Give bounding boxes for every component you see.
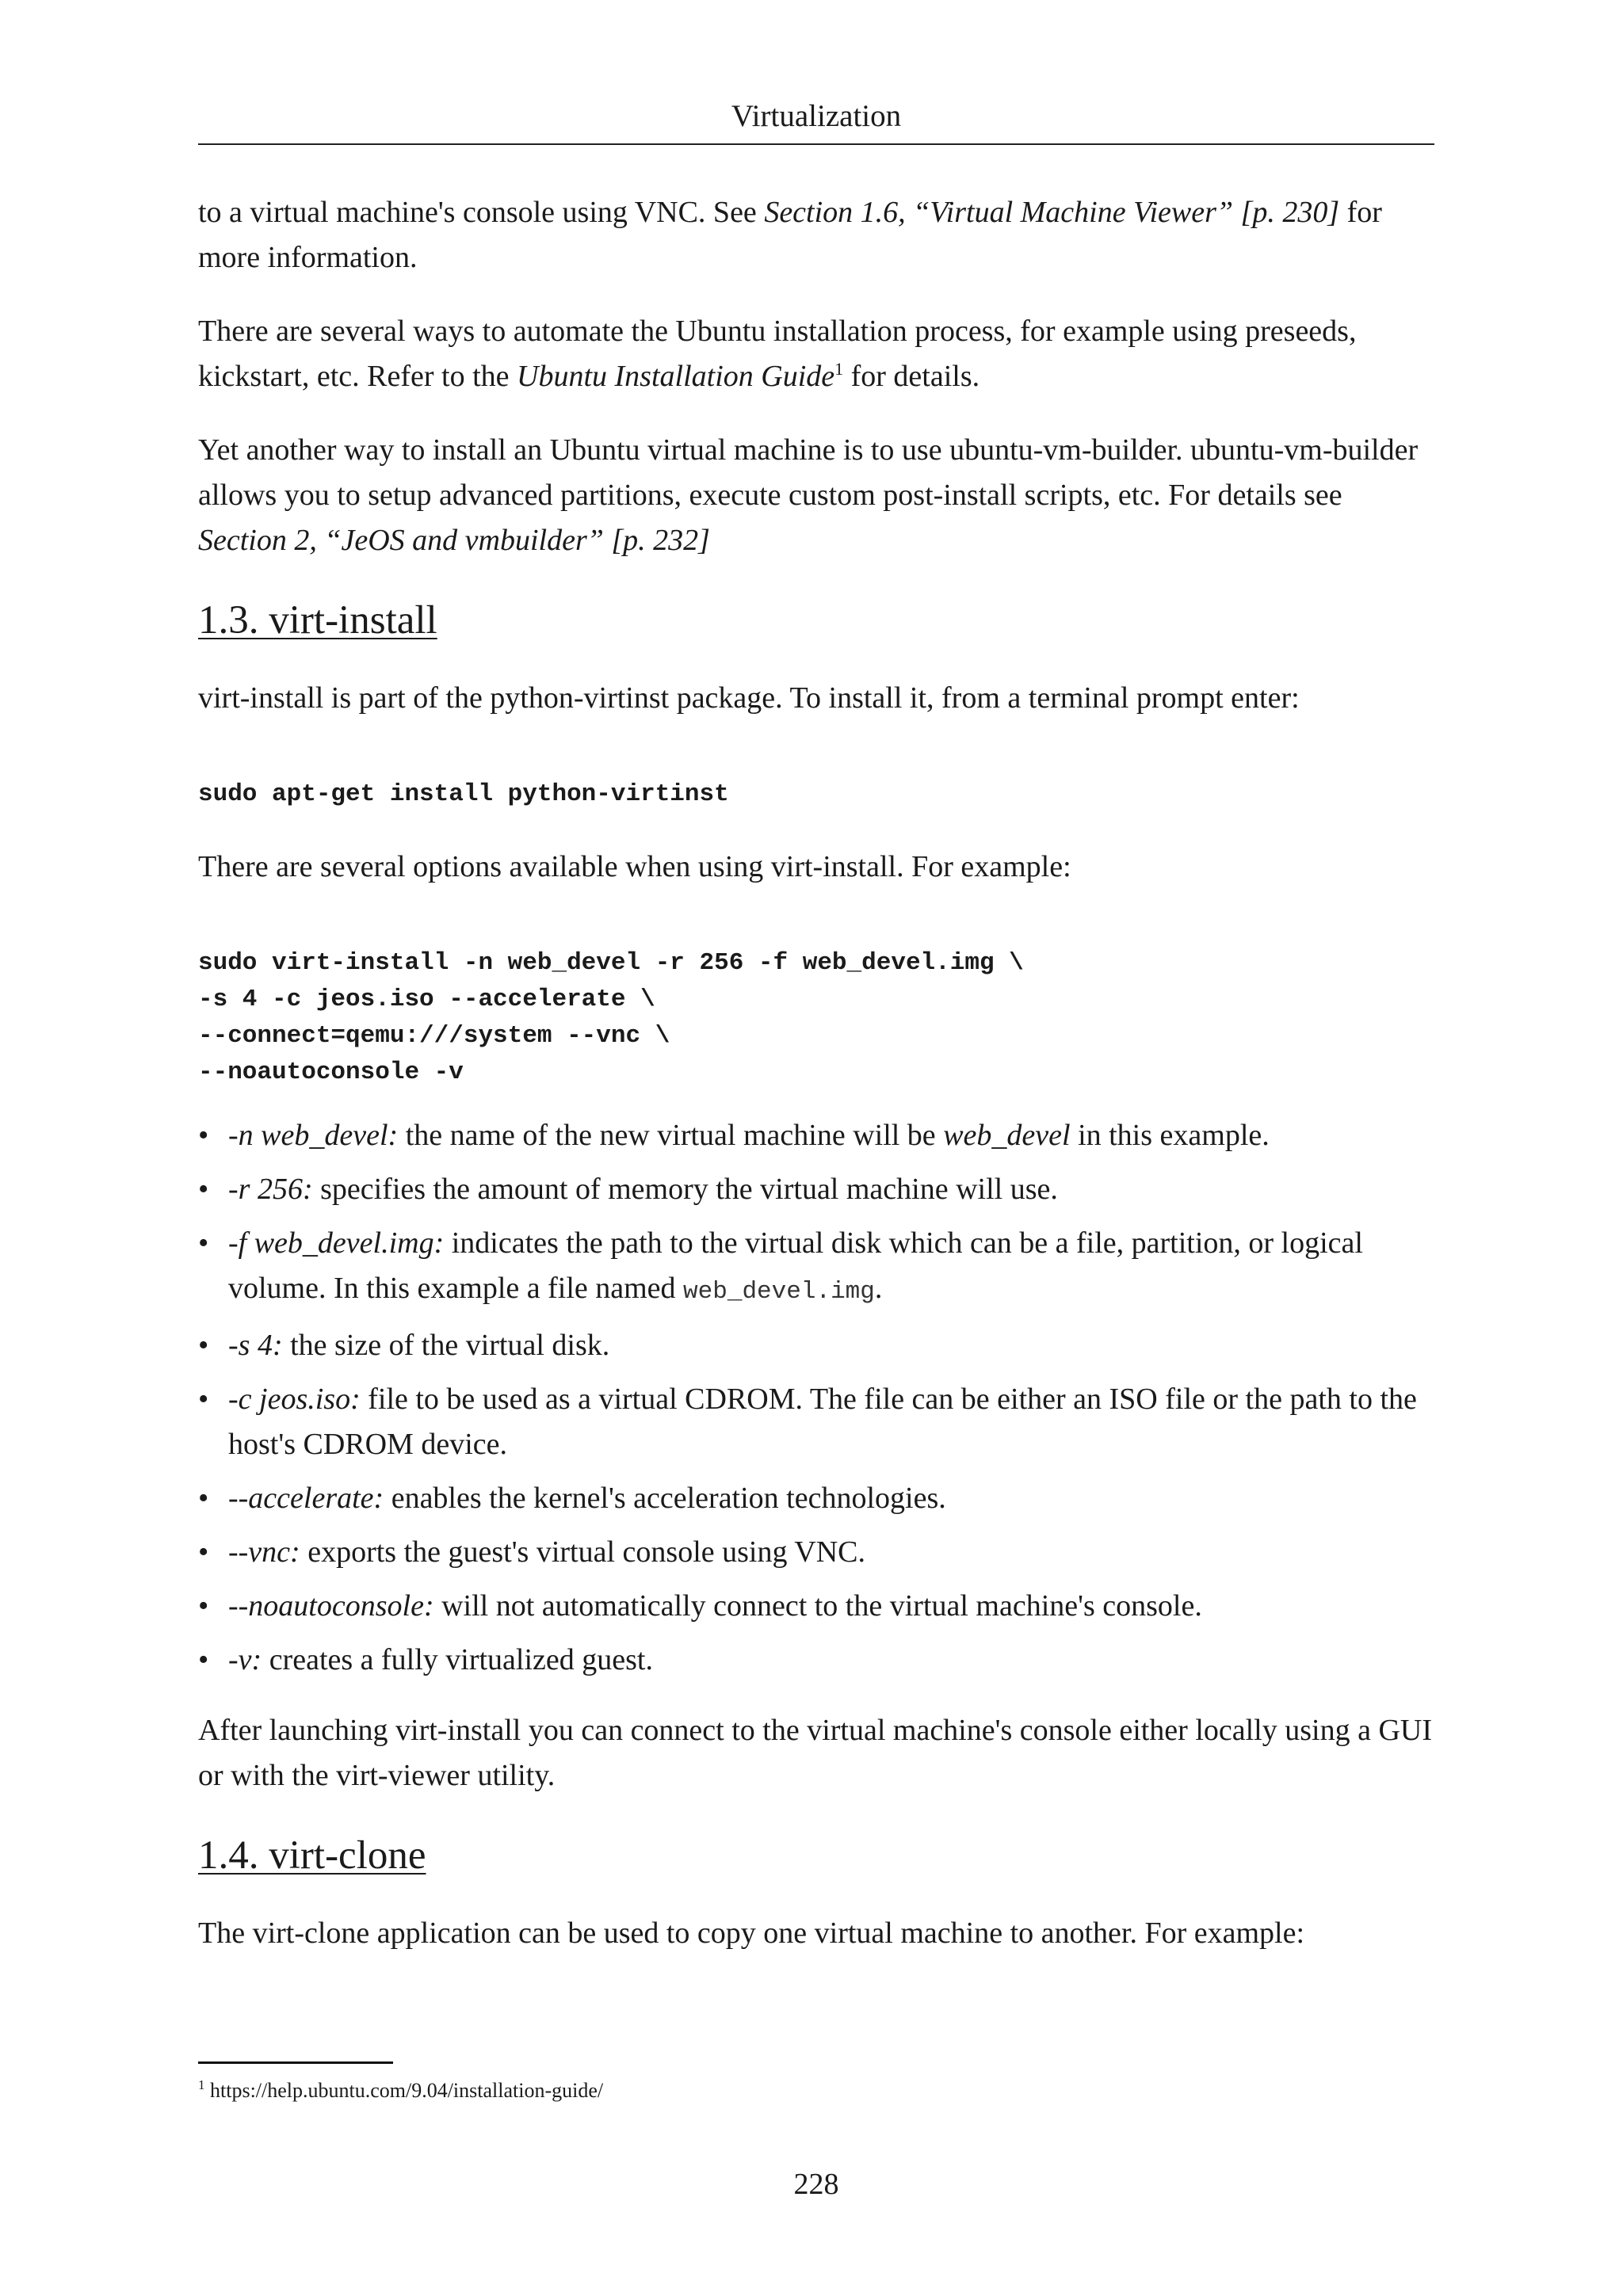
footnote-rule [198,2061,393,2064]
paragraph-text: for details. [843,360,980,393]
option-description: exports the guest's virtual console using VNC. [300,1535,866,1569]
bullet-icon: • [198,1173,209,1206]
paragraph-automation [198,309,1434,399]
running-header: Virtualization [731,99,902,133]
paragraph-text: to a virtual machine's console using VNC. See [198,196,765,229]
option-description: file to be used as a virtual CDROM. The file can be either an ISO file or the path to the host's CDROM device. [228,1383,1417,1461]
option-description: enables the kernel's acceleration technologies. [384,1482,946,1515]
option-term: -s 4: [228,1329,283,1362]
list-item [198,1323,1434,1368]
option-description: creates a fully virtualized guest. [262,1643,653,1676]
list-item [198,1638,1434,1683]
option-emphasis: web_devel [943,1119,1071,1152]
paragraph-text: There are several ways to automate the Ubuntu installation process, for example using preseeds, kickstart, etc. Refer to the [198,315,1357,393]
footnote-number: 1 [198,2077,205,2092]
document-page [198,0,1434,2296]
paragraph-text: for more information. [198,196,1382,274]
cross-reference-link[interactable]: Section 1.6, “Virtual Machine Viewer” [p. 230] [764,196,1340,229]
list-item [198,1584,1434,1629]
paragraph-vnc-console [198,190,1434,280]
bullet-icon: • [198,1119,209,1152]
list-item [198,1167,1434,1212]
bullet-icon: • [198,1329,209,1362]
section-heading-virt-install: 1.3. virt-install [198,598,437,643]
option-term: --vnc: [228,1535,300,1569]
option-description: . [874,1272,883,1305]
bullet-icon: • [198,1482,209,1515]
list-item [198,1113,1434,1158]
code-example-command: sudo virt-install -n web_devel -r 256 -f web_devel.img \ -s 4 -c jeos.iso --accelerate \ --connect=qemu:///system --vnc \ --noautoconsole -v [198,949,1024,1086]
page-content [198,190,1434,1985]
option-description: the name of the new virtual machine will be [398,1119,944,1152]
list-item [198,1530,1434,1575]
option-term: --noautoconsole: [228,1589,434,1623]
paragraph-after-launch: After launching virt-install you can connect to the virtual machine's console either locally using a GUI or with the virt-viewer utility. [198,1714,1432,1792]
option-term: --accelerate: [228,1482,384,1515]
option-term: -c jeos.iso: [228,1383,361,1416]
code-install-command: sudo apt-get install python-virtinst [198,780,729,808]
cross-reference-link[interactable]: Section 2, “JeOS and vmbuilder” [p. 232] [198,524,710,557]
bullet-icon: • [198,1535,209,1569]
option-description: the size of the virtual disk. [282,1329,610,1362]
page-number: 228 [793,2168,839,2201]
list-item [198,1221,1434,1314]
option-term: -v: [228,1643,262,1676]
bullet-icon: • [198,1589,209,1623]
option-term: -r 256: [228,1173,313,1206]
installation-guide-link[interactable]: Ubuntu Installation Guide [517,360,835,393]
paragraph-vm-builder [198,428,1434,563]
option-description: in this example. [1070,1119,1270,1152]
option-description: indicates the path to the virtual disk which can be a file, partition, or logical volume. In this example a file named [228,1226,1363,1305]
paragraph-text: Yet another way to install an Ubuntu virtual machine is to use ubuntu-vm-builder. ubuntu-vm-builder allows you to setup advanced partitions, execute custom post-install scripts, etc. For details see [198,433,1419,512]
option-term: -f web_devel.img: [228,1226,445,1260]
footnote-url-link[interactable]: https://help.ubuntu.com/9.04/installation-guide/ [210,2079,604,2102]
list-item [198,1476,1434,1521]
section-heading-virt-clone: 1.4. virt-clone [198,1833,426,1878]
option-description: will not automatically connect to the virtual machine's console. [433,1589,1202,1623]
option-description: specifies the amount of memory the virtual machine will use. [312,1173,1058,1206]
bullet-icon: • [198,1643,209,1676]
paragraph-virt-install-intro: virt-install is part of the python-virtinst package. To install it, from a terminal prompt enter: [198,681,1300,715]
inline-code-filename: web_devel.img [683,1278,875,1306]
bullet-icon: • [198,1383,209,1416]
options-list [198,1113,1434,1683]
footnote-marker[interactable]: 1 [834,359,844,379]
header-rule [198,143,1434,145]
paragraph-options-intro: There are several options available when using virt-install. For example: [198,850,1071,883]
paragraph-virt-clone-intro: The virt-clone application can be used to copy one virtual machine to another. For example: [198,1917,1305,1950]
list-item [198,1377,1434,1467]
footnote [198,2077,603,2104]
option-term: -n web_devel: [228,1119,399,1152]
bullet-icon: • [198,1226,209,1260]
